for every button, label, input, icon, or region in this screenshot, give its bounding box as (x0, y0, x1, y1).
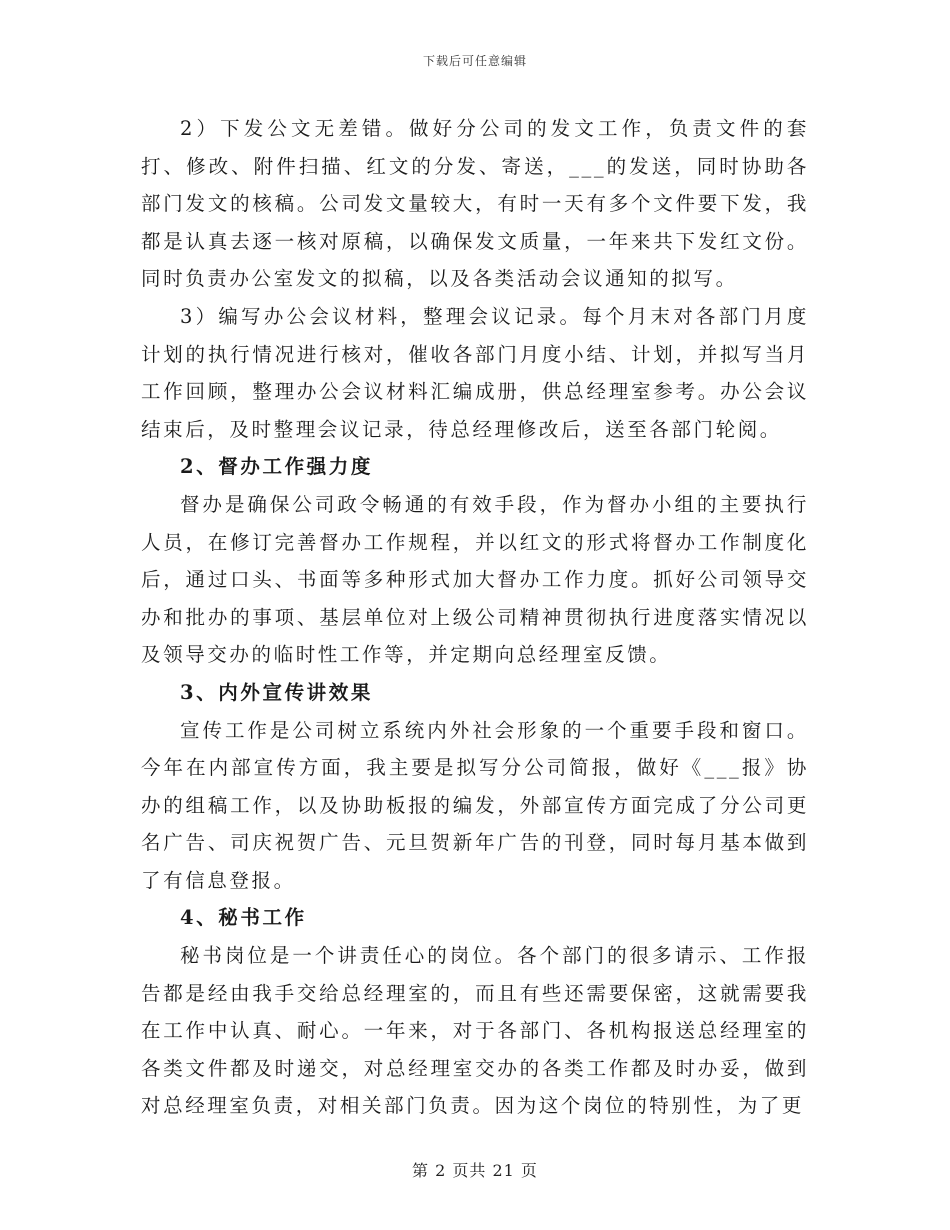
section-heading-publicity: 3、内外宣传讲效果 (180, 680, 373, 704)
paragraph-publicity: 宣传工作是公司树立系统内外社会形象的一个重要手段和窗口。今年在内部宣传方面，我主要是拟写分公司简报，做好《___报》协办的组稿工作，以及协助板报的编发，外部宣传方面完成了分公司更名广告、司庆祝贺广告、元旦贺新年广告的刊登，同时每月基本做到了有信息登报。 (141, 718, 809, 892)
page-number-footer: 第 2 页共 21 页 (412, 1161, 538, 1180)
paragraph-secretary: 秘书岗位是一个讲责任心的岗位。各个部门的很多请示、工作报告都是经由我手交给总经理室的，而且有些还需要保密，这就需要我在工作中认真、耐心。一年来，对于各部门、各机构报送总经理室的各类文件都及时递交，对总经理室交办的各类工作都及时办妥，做到对总经理室负责，对相关部门负责。因为这个岗位的特别性，为了更 (141, 944, 809, 1118)
paragraph-supervision: 督办是确保公司政令畅通的有效手段，作为督办小组的主要执行人员，在修订完善督办工作规程，并以红文的形式将督办工作制度化后，通过口头、书面等多种形式加大督办工作力度。抓好公司领导交办和批办的事项、基层单位对上级公司精神贯彻执行进度落实情况以及领导交办的临时性工作等，并定期向总经理室反馈。 (141, 492, 809, 667)
page-header: 下载后可任意编辑 (422, 54, 527, 68)
paragraph-meeting-materials: 3）编写办公会议材料，整理会议记录。每个月末对各部门月度计划的执行情况进行核对，催收各部门月度小结、计划，并拟写当月工作回顾，整理办公会议材料汇编成册，供总经理室参考。办公会议结束后，及时整理会议记录，待总经理修改后，送至各部门轮阅。 (141, 304, 809, 441)
section-heading-supervision: 2、督办工作强力度 (180, 455, 373, 479)
document-body (141, 110, 809, 1125)
section-heading-secretary: 4、秘书工作 (180, 906, 307, 930)
paragraph-issue-documents: 2）下发公文无差错。做好分公司的发文工作，负责文件的套打、修改、附件扫描、红文的分发、寄送，___的发送，同时协助各部门发文的核稿。公司发文量较大，有时一天有多个文件要下发，我都是认真去逐一核对原稿，以确保发文质量，一年来共下发红文份。同时负责办公室发文的拟稿，以及各类活动会议通知的拟写。 (141, 117, 809, 291)
